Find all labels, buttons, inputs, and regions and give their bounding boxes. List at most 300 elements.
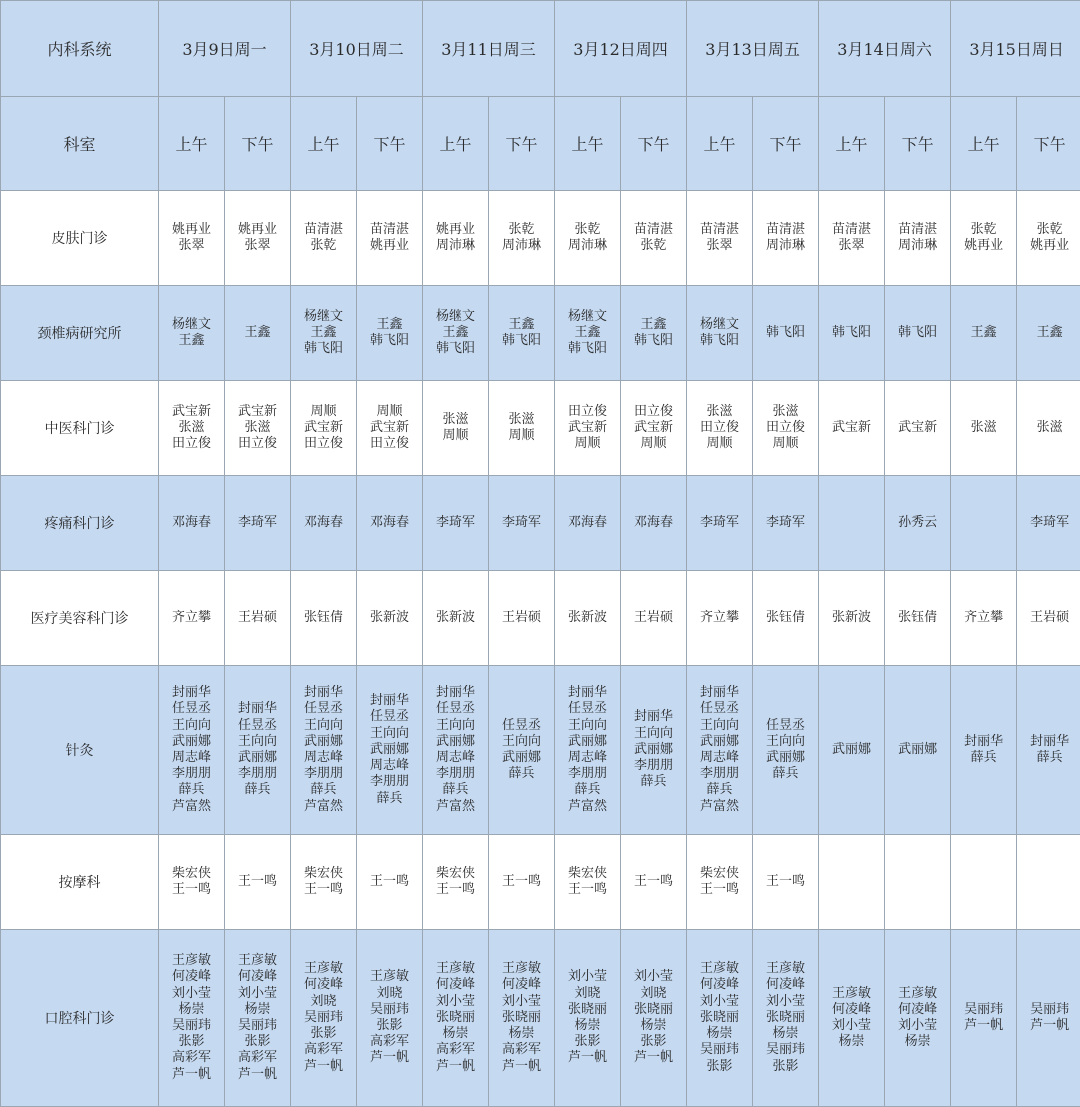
schedule-cell [489,381,555,476]
doctor-name: 张晓丽 [753,1010,818,1026]
doctor-name: 任昱丞 [225,718,290,734]
schedule-cell [687,835,753,930]
doctor-name: 王一鸣 [225,874,290,890]
doctor-name: 武宝新 [291,420,356,436]
doctor-name: 张滋 [159,420,224,436]
doctor-name: 武宝新 [819,420,884,436]
doctor-name: 周志峰 [159,750,224,766]
doctor-name: 薛兵 [291,782,356,798]
doctor-name: 张滋 [225,420,290,436]
doctor-name: 张滋 [423,412,488,428]
doctor-name: 张翠 [225,238,290,254]
doctor-name: 张滋 [753,404,818,420]
schedule-cell [951,286,1017,381]
schedule-cell [819,191,885,286]
doctor-name: 任昱丞 [753,718,818,734]
schedule-cell [753,381,819,476]
doctor-name: 王鑫 [951,325,1016,341]
doctor-name: 孙秀云 [885,515,950,531]
doctor-name: 张钰倩 [291,610,356,626]
doctor-name: 张影 [687,1059,752,1075]
doctor-name: 李朋朋 [423,766,488,782]
doctor-name: 张影 [753,1059,818,1075]
dept-name: 口腔科门诊 [1,930,159,1107]
am-header: 上午 [555,97,621,191]
schedule-cell [621,381,687,476]
doctor-name: 周顺 [357,404,422,420]
schedule-cell [225,666,291,835]
doctor-name: 田立俊 [225,436,290,452]
schedule-body [1,191,1080,1107]
doctor-name: 芦富然 [555,799,620,815]
doctor-name: 何凌峰 [159,969,224,985]
doctor-name: 张新波 [357,610,422,626]
schedule-cell [951,835,1017,930]
doctor-name: 韩飞阳 [423,341,488,357]
doctor-name: 周顺 [621,436,686,452]
doctor-name: 任昱丞 [357,709,422,725]
schedule-cell [159,835,225,930]
doctor-name: 吴丽玮 [291,1010,356,1026]
doctor-name: 张翠 [819,238,884,254]
doctor-name: 张乾 [555,222,620,238]
doctor-name: 王彦敏 [225,953,290,969]
doctor-name: 田立俊 [753,420,818,436]
doctor-name: 薛兵 [621,774,686,790]
doctor-name: 芦一帆 [291,1059,356,1075]
doctor-name: 王向向 [225,734,290,750]
schedule-cell [555,835,621,930]
doctor-name: 王鑫 [225,325,290,341]
table-row [1,666,1080,835]
doctor-name: 张影 [555,1034,620,1050]
day-header: 3月9日周一 [159,1,291,97]
doctor-name: 杨崇 [687,1026,752,1042]
doctor-name: 武宝新 [885,420,950,436]
schedule-cell [159,571,225,666]
doctor-name: 王鑫 [357,317,422,333]
doctor-name: 王鑫 [555,325,620,341]
doctor-name: 周沛琳 [753,238,818,254]
doctor-name: 田立俊 [687,420,752,436]
schedule-cell [753,191,819,286]
schedule-cell [225,476,291,571]
schedule-cell [885,666,951,835]
doctor-name: 吴丽玮 [951,1002,1016,1018]
doctor-name: 李琦军 [753,515,818,531]
doctor-name: 王一鸣 [753,874,818,890]
doctor-name: 任昱丞 [555,701,620,717]
day-header: 3月14日周六 [819,1,951,97]
doctor-name: 任昱丞 [423,701,488,717]
doctor-name: 周沛琳 [489,238,554,254]
doctor-name: 周沛琳 [423,238,488,254]
doctor-name: 王鑫 [291,325,356,341]
doctor-name: 武丽娜 [885,742,950,758]
schedule-cell [357,286,423,381]
doctor-name: 韩飞阳 [885,325,950,341]
schedule-cell [357,476,423,571]
doctor-name: 李朋朋 [159,766,224,782]
doctor-name: 王一鸣 [423,882,488,898]
doctor-name: 芦一帆 [423,1059,488,1075]
doctor-name: 吴丽玮 [1017,1002,1080,1018]
doctor-name: 张翠 [159,238,224,254]
doctor-name: 芦一帆 [555,1050,620,1066]
am-header: 上午 [687,97,753,191]
doctor-name: 杨崇 [555,1018,620,1034]
schedule-cell [687,286,753,381]
doctor-name: 杨崇 [621,1018,686,1034]
doctor-name: 周沛琳 [555,238,620,254]
table-row [1,381,1080,476]
dept-name: 针灸 [1,666,159,835]
schedule-cell [951,571,1017,666]
doctor-name: 李朋朋 [225,766,290,782]
doctor-name: 王向向 [753,734,818,750]
doctor-name: 张翠 [687,238,752,254]
am-header: 上午 [423,97,489,191]
doctor-name: 齐立攀 [951,610,1016,626]
doctor-name: 李琦军 [687,515,752,531]
doctor-name: 田立俊 [159,436,224,452]
doctor-name: 张钰倩 [753,610,818,626]
doctor-name: 芦一帆 [159,1067,224,1083]
schedule-cell [753,571,819,666]
schedule-cell [621,666,687,835]
schedule-cell [225,930,291,1107]
doctor-name: 周顺 [687,436,752,452]
doctor-name: 王向向 [621,726,686,742]
doctor-name: 王鑫 [1017,325,1080,341]
schedule-cell [291,476,357,571]
schedule-cell [621,191,687,286]
doctor-name: 封丽华 [1017,734,1080,750]
doctor-name: 王向向 [423,718,488,734]
doctor-name: 邓海春 [621,515,686,531]
doctor-name: 杨崇 [819,1034,884,1050]
doctor-name: 张新波 [819,610,884,626]
schedule-cell [1017,835,1080,930]
doctor-name: 韩飞阳 [819,325,884,341]
doctor-name: 韩飞阳 [687,333,752,349]
doctor-name: 李朋朋 [555,766,620,782]
dept-name: 中医科门诊 [1,381,159,476]
doctor-name: 李琦军 [489,515,554,531]
doctor-name: 武丽娜 [357,742,422,758]
doctor-name: 柴宏侠 [555,866,620,882]
doctor-name: 何凌峰 [489,977,554,993]
schedule-cell [357,191,423,286]
doctor-name: 刘小莹 [423,994,488,1010]
doctor-name: 张滋 [687,404,752,420]
schedule-cell [159,930,225,1107]
doctor-name: 何凌峰 [819,1002,884,1018]
doctor-name: 吴丽玮 [159,1018,224,1034]
doctor-name: 张滋 [489,412,554,428]
doctor-name: 薛兵 [489,766,554,782]
doctor-name: 韩飞阳 [621,333,686,349]
doctor-name: 何凌峰 [225,969,290,985]
schedule-cell [555,191,621,286]
doctor-name: 杨继文 [423,309,488,325]
doctor-name: 王一鸣 [489,874,554,890]
pm-header: 下午 [357,97,423,191]
doctor-name: 武丽娜 [423,734,488,750]
doctor-name: 芦一帆 [951,1018,1016,1034]
date-header-row [1,1,1080,97]
schedule-cell [885,930,951,1107]
doctor-name: 柴宏侠 [291,866,356,882]
doctor-name: 王彦敏 [423,961,488,977]
doctor-name: 王向向 [159,718,224,734]
doctor-name: 王彦敏 [687,961,752,977]
day-header: 3月13日周五 [687,1,819,97]
schedule-cell [225,381,291,476]
doctor-name: 杨崇 [423,1026,488,1042]
doctor-name: 武丽娜 [489,750,554,766]
doctor-name: 武宝新 [621,420,686,436]
schedule-cell [819,666,885,835]
am-header: 上午 [291,97,357,191]
doctor-name: 武丽娜 [291,734,356,750]
schedule-cell [423,666,489,835]
doctor-name: 周沛琳 [885,238,950,254]
doctor-name: 薛兵 [225,782,290,798]
doctor-name: 芦富然 [159,799,224,815]
dept-column-header: 科室 [1,97,159,191]
schedule-cell [423,381,489,476]
pm-header: 下午 [489,97,555,191]
doctor-name: 吴丽玮 [225,1018,290,1034]
doctor-name: 李朋朋 [357,774,422,790]
doctor-name: 王彦敏 [357,969,422,985]
table-row [1,286,1080,381]
doctor-name: 张晓丽 [423,1010,488,1026]
schedule-cell [291,191,357,286]
am-header: 上午 [159,97,225,191]
doctor-name: 周志峰 [291,750,356,766]
day-header: 3月15日周日 [951,1,1080,97]
doctor-name: 张晓丽 [621,1002,686,1018]
doctor-name: 刘小莹 [885,1018,950,1034]
schedule-cell [687,571,753,666]
doctor-name: 杨崇 [753,1026,818,1042]
doctor-name: 苗清湛 [357,222,422,238]
doctor-name: 李琦军 [225,515,290,531]
schedule-cell [423,191,489,286]
doctor-name: 武丽娜 [621,742,686,758]
pm-header: 下午 [885,97,951,191]
doctor-name: 张乾 [1017,222,1080,238]
doctor-name: 杨继文 [159,317,224,333]
doctor-name: 王鑫 [423,325,488,341]
doctor-name: 杨崇 [489,1026,554,1042]
doctor-name: 张滋 [951,420,1016,436]
schedule-cell [159,666,225,835]
doctor-name: 姚再业 [423,222,488,238]
schedule-cell [291,381,357,476]
doctor-name: 武宝新 [225,404,290,420]
doctor-name: 张晓丽 [489,1010,554,1026]
doctor-name: 封丽华 [555,685,620,701]
doctor-name: 王一鸣 [621,874,686,890]
schedule-cell [159,381,225,476]
schedule-cell [1017,571,1080,666]
doctor-name: 王彦敏 [159,953,224,969]
schedule-cell [1017,666,1080,835]
table-row [1,191,1080,286]
doctor-name: 武丽娜 [555,734,620,750]
schedule-cell [819,930,885,1107]
doctor-name: 武丽娜 [687,734,752,750]
doctor-name: 刘小莹 [753,994,818,1010]
schedule-cell [1017,286,1080,381]
doctor-name: 封丽华 [159,685,224,701]
schedule-cell [753,835,819,930]
doctor-name: 张影 [159,1034,224,1050]
doctor-name: 薛兵 [951,750,1016,766]
doctor-name: 封丽华 [423,685,488,701]
doctor-name: 田立俊 [555,404,620,420]
doctor-name: 张影 [357,1018,422,1034]
doctor-name: 芦一帆 [489,1059,554,1075]
schedule-cell [753,666,819,835]
doctor-name: 武丽娜 [159,734,224,750]
doctor-name: 王岩硕 [621,610,686,626]
doctor-name: 周志峰 [687,750,752,766]
schedule-cell [951,930,1017,1107]
doctor-name: 封丽华 [687,685,752,701]
doctor-name: 李琦军 [1017,515,1080,531]
doctor-name: 张钰倩 [885,610,950,626]
schedule-cell [819,835,885,930]
schedule-cell [687,476,753,571]
schedule-cell [423,835,489,930]
doctor-name: 王一鸣 [159,882,224,898]
doctor-name: 何凌峰 [423,977,488,993]
schedule-cell [423,930,489,1107]
doctor-name: 齐立攀 [159,610,224,626]
doctor-name: 高彩军 [357,1034,422,1050]
doctor-name: 何凌峰 [753,977,818,993]
table-row [1,835,1080,930]
doctor-name: 周顺 [423,428,488,444]
schedule-cell [423,476,489,571]
doctor-name: 苗清湛 [753,222,818,238]
pm-header: 下午 [753,97,819,191]
doctor-name: 任昱丞 [159,701,224,717]
system-label: 内科系统 [1,1,159,97]
doctor-name: 张影 [621,1034,686,1050]
doctor-name: 吴丽玮 [753,1042,818,1058]
doctor-name: 芦一帆 [225,1067,290,1083]
doctor-name: 张乾 [951,222,1016,238]
doctor-name: 周顺 [753,436,818,452]
doctor-name: 姚再业 [225,222,290,238]
schedule-cell [819,571,885,666]
doctor-name: 武丽娜 [753,750,818,766]
doctor-name: 武宝新 [357,420,422,436]
doctor-name: 王向向 [489,734,554,750]
doctor-name: 武丽娜 [225,750,290,766]
schedule-cell [291,930,357,1107]
doctor-name: 王岩硕 [1017,610,1080,626]
doctor-name: 苗清湛 [621,222,686,238]
schedule-cell [159,191,225,286]
schedule-cell [885,286,951,381]
schedule-cell [621,835,687,930]
doctor-name: 王彦敏 [885,986,950,1002]
doctor-name: 王岩硕 [489,610,554,626]
schedule-cell [489,571,555,666]
schedule-cell [225,835,291,930]
doctor-name: 芦富然 [291,799,356,815]
doctor-name: 邓海春 [291,515,356,531]
doctor-name: 薛兵 [555,782,620,798]
doctor-name: 王彦敏 [819,986,884,1002]
schedule-cell [687,381,753,476]
schedule-cell [819,286,885,381]
doctor-name: 何凌峰 [687,977,752,993]
doctor-name: 周顺 [555,436,620,452]
doctor-name: 刘小莹 [621,969,686,985]
doctor-name: 封丽华 [291,685,356,701]
doctor-name: 王向向 [291,718,356,734]
schedule-cell [819,476,885,571]
schedule-cell [1017,191,1080,286]
doctor-name: 周顺 [291,404,356,420]
schedule-cell [291,286,357,381]
doctor-name: 薛兵 [687,782,752,798]
doctor-name: 刘小莹 [555,969,620,985]
schedule-cell [819,381,885,476]
doctor-name: 周志峰 [357,758,422,774]
doctor-name: 王岩硕 [225,610,290,626]
doctor-name: 高彩军 [225,1050,290,1066]
doctor-name: 苗清湛 [885,222,950,238]
table-row [1,476,1080,571]
schedule-cell [357,571,423,666]
day-header: 3月11日周三 [423,1,555,97]
doctor-name: 任昱丞 [291,701,356,717]
doctor-name: 李琦军 [423,515,488,531]
doctor-name: 武宝新 [159,404,224,420]
schedule-cell [885,381,951,476]
doctor-name: 高彩军 [423,1042,488,1058]
doctor-name: 张新波 [423,610,488,626]
doctor-name: 张晓丽 [687,1010,752,1026]
doctor-name: 刘晓 [555,986,620,1002]
schedule-cell [291,835,357,930]
schedule-cell [621,571,687,666]
schedule-cell [687,666,753,835]
doctor-name: 李朋朋 [291,766,356,782]
doctor-name: 姚再业 [159,222,224,238]
doctor-name: 韩飞阳 [555,341,620,357]
schedule-cell [225,191,291,286]
doctor-name: 封丽华 [225,701,290,717]
doctor-name: 王一鸣 [687,882,752,898]
schedule-cell [489,191,555,286]
doctor-name: 王一鸣 [555,882,620,898]
schedule-cell [885,571,951,666]
doctor-name: 高彩军 [489,1042,554,1058]
doctor-name: 苗清湛 [291,222,356,238]
doctor-name: 田立俊 [357,436,422,452]
dept-name: 疼痛科门诊 [1,476,159,571]
pm-header: 下午 [1017,97,1080,191]
